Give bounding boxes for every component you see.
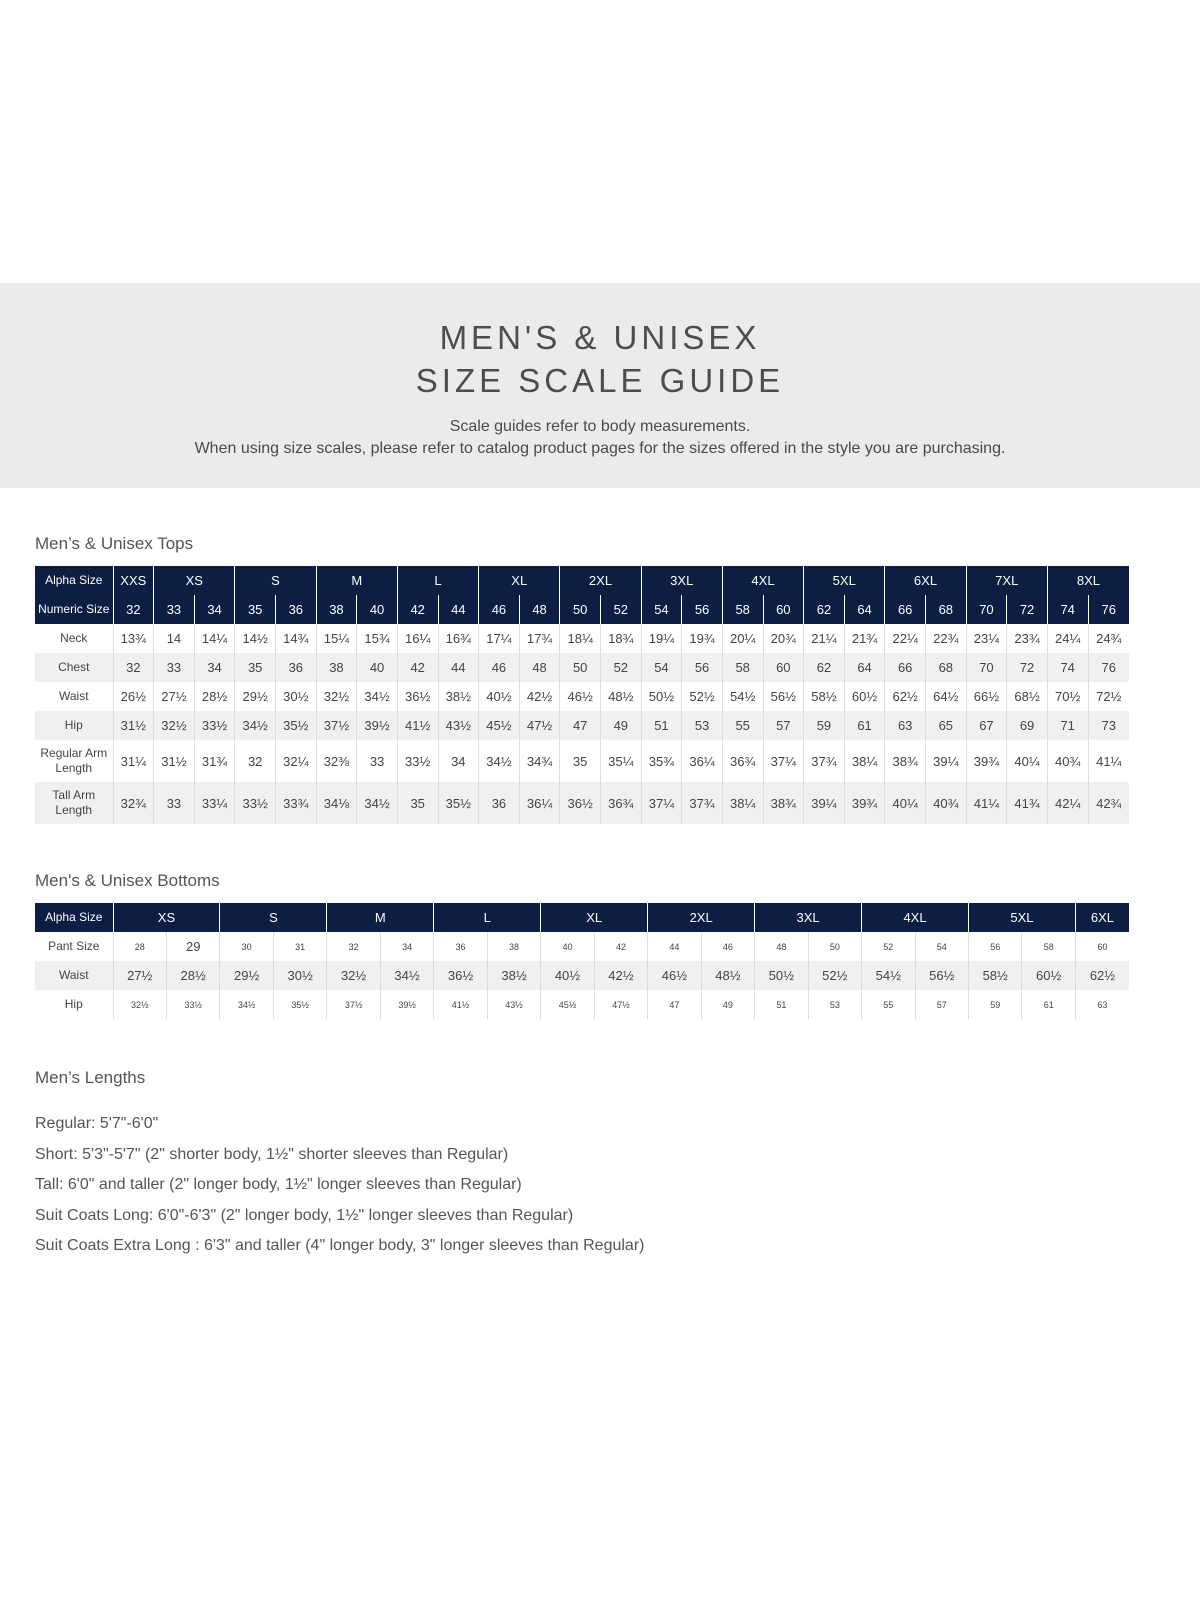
table-cell: 34 (194, 653, 235, 682)
table-cell: 14¼ (194, 624, 235, 653)
table-cell: 36½ (397, 682, 438, 711)
numeric-size-cell: 60 (763, 595, 804, 624)
table-cell: 23¼ (966, 624, 1007, 653)
numeric-size-cell: 35 (235, 595, 276, 624)
length-item: Tall: 6'0" and taller (2" longer body, 1½" longer sleeves than Regular) (35, 1176, 522, 1193)
alpha-size-header: XS (113, 903, 220, 932)
table-cell: 47½ (594, 990, 647, 1019)
alpha-size-header: 7XL (966, 566, 1047, 595)
numeric-size-cell: 36 (276, 595, 317, 624)
numeric-size-cell: 48 (519, 595, 560, 624)
alpha-size-header: XL (479, 566, 560, 595)
alpha-size-header: L (397, 566, 478, 595)
table-cell: 46½ (560, 682, 601, 711)
numeric-size-cell: 74 (1047, 595, 1088, 624)
table-cell: 54 (915, 932, 968, 961)
table-cell: 57 (763, 711, 804, 740)
table-cell: 29½ (220, 961, 273, 990)
table-cell: 55 (722, 711, 763, 740)
table-cell: 72 (1007, 653, 1048, 682)
row-label: Pant Size (48, 939, 100, 953)
table-cell: 37¼ (641, 782, 682, 824)
table-cell: 52½ (682, 682, 723, 711)
table-cell: 60½ (844, 682, 885, 711)
table-cell: 44 (648, 932, 701, 961)
table-cell: 53 (682, 711, 723, 740)
table-cell: 34 (438, 740, 479, 782)
table-cell: 17¼ (479, 624, 520, 653)
length-item: Regular: 5'7"-6'0" (35, 1115, 159, 1132)
table-cell: 42¼ (1047, 782, 1088, 824)
length-item: Short: 5'3"-5'7" (2" shorter body, 1½" shorter sleeves than Regular) (35, 1145, 509, 1163)
table-cell: 70½ (1047, 682, 1088, 711)
alpha-size-header: 6XL (885, 566, 966, 595)
table-cell: 31½ (113, 711, 154, 740)
table-cell: 61 (844, 711, 885, 740)
table-row (35, 990, 1129, 1019)
table-cell: 63 (885, 711, 926, 740)
table-cell: 53 (808, 990, 861, 1019)
tops-size-table (35, 566, 1129, 824)
table-cell: 24¾ (1088, 624, 1129, 653)
table-cell: 54 (641, 653, 682, 682)
numeric-size-cell: 58 (722, 595, 763, 624)
table-cell: 32½ (154, 711, 195, 740)
table-cell: 39¾ (966, 740, 1007, 782)
table-cell: 33½ (397, 740, 438, 782)
table-cell: 31¾ (194, 740, 235, 782)
table-cell: 40¼ (885, 782, 926, 824)
table-cell: 46½ (648, 961, 701, 990)
table-cell: 34¾ (519, 740, 560, 782)
numeric-size-label: Numeric Size (35, 595, 113, 624)
table-cell: 48½ (601, 682, 642, 711)
table-cell: 27½ (113, 961, 166, 990)
numeric-size-cell: 46 (479, 595, 520, 624)
table-cell: 38½ (438, 682, 479, 711)
table-cell: 48½ (701, 961, 754, 990)
title-line-2: SIZE SCALE GUIDE (415, 362, 785, 399)
lengths-list (35, 1109, 644, 1262)
table-cell: 18¾ (601, 624, 642, 653)
title-line-1: MEN'S & UNISEX (439, 319, 761, 356)
numeric-size-cell: 70 (966, 595, 1007, 624)
table-cell: 76 (1088, 653, 1129, 682)
table-cell: 42¾ (1088, 782, 1129, 824)
row-label: Neck (60, 631, 88, 645)
table-cell: 56 (969, 932, 1022, 961)
table-cell: 37¾ (682, 782, 723, 824)
alpha-size-label: Alpha Size (35, 566, 113, 595)
table-cell: 14½ (235, 624, 276, 653)
table-cell: 38 (316, 653, 357, 682)
table-cell: 15¾ (357, 624, 398, 653)
table-cell: 26½ (113, 682, 154, 711)
alpha-size-header: XXS (113, 566, 154, 595)
table-cell: 45½ (479, 711, 520, 740)
table-cell: 28 (113, 932, 166, 961)
table-cell: 35¾ (641, 740, 682, 782)
table-cell: 32 (113, 653, 154, 682)
alpha-size-header: L (434, 903, 541, 932)
table-cell: 36¼ (682, 740, 723, 782)
table-row (35, 961, 1129, 990)
table-cell: 36¼ (519, 782, 560, 824)
numeric-size-cell: 50 (560, 595, 601, 624)
table-cell: 50 (560, 653, 601, 682)
table-cell: 19¼ (641, 624, 682, 653)
table-cell: 29 (166, 932, 219, 961)
table-cell: 41¼ (966, 782, 1007, 824)
table-cell: 62½ (1075, 961, 1129, 990)
alpha-size-header: XL (541, 903, 648, 932)
table-cell: 15¼ (316, 624, 357, 653)
numeric-size-cell: 34 (194, 595, 235, 624)
table-cell: 35 (235, 653, 276, 682)
table-cell: 14¾ (276, 624, 317, 653)
table-cell: 35 (560, 740, 601, 782)
table-row (35, 740, 1129, 782)
table-cell: 58½ (804, 682, 845, 711)
table-cell: 28½ (166, 961, 219, 990)
table-cell: 59 (969, 990, 1022, 1019)
table-cell: 68 (926, 653, 967, 682)
table-cell: 56½ (915, 961, 968, 990)
table-cell: 52 (862, 932, 915, 961)
table-cell: 42 (594, 932, 647, 961)
table-row (35, 653, 1129, 682)
table-cell: 64 (844, 653, 885, 682)
table-cell: 34½ (357, 782, 398, 824)
table-cell: 73 (1088, 711, 1129, 740)
table-cell: 51 (641, 711, 682, 740)
table-cell: 39¼ (804, 782, 845, 824)
table-cell: 38 (487, 932, 540, 961)
table-cell: 30 (220, 932, 273, 961)
row-label: Waist (35, 961, 113, 990)
table-cell: 43½ (487, 990, 540, 1019)
table-cell: 31¼ (113, 740, 154, 782)
table-cell: 32½ (113, 990, 166, 1019)
table-cell: 32½ (316, 682, 357, 711)
table-cell: 32 (327, 932, 380, 961)
alpha-size-header: S (220, 903, 327, 932)
table-cell: 36¾ (722, 740, 763, 782)
table-cell: 40½ (541, 961, 594, 990)
bottoms-section-title: Men's & Unisex Bottoms (35, 871, 220, 890)
table-cell: 50 (808, 932, 861, 961)
page-title (0, 316, 1200, 402)
table-cell: 40½ (479, 682, 520, 711)
table-cell: 35½ (438, 782, 479, 824)
table-cell: 52½ (808, 961, 861, 990)
table-cell: 41¾ (1007, 782, 1048, 824)
tops-section-title: Men’s & Unisex Tops (35, 534, 194, 553)
table-cell: 35¼ (601, 740, 642, 782)
table-cell: 37¾ (804, 740, 845, 782)
row-label: Hip (64, 997, 83, 1011)
alpha-size-header: 2XL (648, 903, 755, 932)
table-cell: 66½ (966, 682, 1007, 711)
table-cell: 54½ (862, 961, 915, 990)
row-label: Hip (35, 711, 113, 740)
table-cell: 46 (701, 932, 754, 961)
table-cell: 34 (380, 932, 433, 961)
table-cell: 74 (1047, 653, 1088, 682)
length-item: Suit Coats Extra Long : 6'3" and taller (4" longer body, 3" longer sleeves than Regular) (35, 1237, 645, 1254)
table-cell: 23¾ (1007, 624, 1048, 653)
table-cell: 38¼ (722, 782, 763, 824)
table-cell: 47½ (519, 711, 560, 740)
table-cell: 21¾ (844, 624, 885, 653)
table-cell: 14 (154, 624, 195, 653)
table-cell: 52 (601, 653, 642, 682)
table-cell: 38½ (487, 961, 540, 990)
table-cell: 40 (541, 932, 594, 961)
table-cell: 40¾ (1047, 740, 1088, 782)
table-cell: 72½ (1088, 682, 1129, 711)
numeric-size-cell: 44 (438, 595, 479, 624)
table-cell: 20¾ (763, 624, 804, 653)
table-cell: 60 (1075, 932, 1129, 961)
alpha-size-header: S (235, 566, 316, 595)
table-cell: 37½ (316, 711, 357, 740)
table-cell: 39½ (380, 990, 433, 1019)
table-cell: 40¾ (926, 782, 967, 824)
table-cell: 41½ (397, 711, 438, 740)
table-cell: 56 (682, 653, 723, 682)
table-cell: 49 (601, 711, 642, 740)
table-cell: 38¾ (885, 740, 926, 782)
table-cell: 65 (926, 711, 967, 740)
table-cell: 62½ (885, 682, 926, 711)
numeric-size-cell: 40 (357, 595, 398, 624)
table-cell: 60½ (1022, 961, 1075, 990)
alpha-size-header: 4XL (862, 903, 969, 932)
length-item: Suit Coats Long: 6'0"-6'3" (2" longer body, 1½" longer sleeves than Regular) (35, 1206, 574, 1224)
table-cell: 33½ (166, 990, 219, 1019)
table-cell: 58 (1022, 932, 1075, 961)
table-cell: 35½ (273, 990, 326, 1019)
table-cell: 33 (357, 740, 398, 782)
table-cell: 71 (1047, 711, 1088, 740)
table-cell: 42 (397, 653, 438, 682)
alpha-size-header: XS (154, 566, 235, 595)
table-cell: 39¾ (844, 782, 885, 824)
alpha-size-header: 4XL (722, 566, 803, 595)
lengths-section-title: Men’s Lengths (35, 1068, 146, 1087)
table-cell: 59 (804, 711, 845, 740)
alpha-size-header: 3XL (641, 566, 722, 595)
table-cell: 21¼ (804, 624, 845, 653)
table-cell: 39¼ (926, 740, 967, 782)
table-cell: 58½ (969, 961, 1022, 990)
alpha-size-label: Alpha Size (35, 903, 113, 932)
table-cell: 39½ (357, 711, 398, 740)
numeric-size-cell: 32 (113, 595, 154, 624)
table-cell: 35 (397, 782, 438, 824)
table-cell: 13¾ (113, 624, 154, 653)
table-cell: 22¾ (926, 624, 967, 653)
numeric-size-cell: 64 (844, 595, 885, 624)
table-row (35, 932, 1129, 961)
table-cell: 34⅛ (316, 782, 357, 824)
table-cell: 32½ (327, 961, 380, 990)
table-cell: 36 (479, 782, 520, 824)
table-cell: 16¼ (397, 624, 438, 653)
table-cell: 42½ (519, 682, 560, 711)
table-cell: 60 (763, 653, 804, 682)
table-cell: 33 (154, 653, 195, 682)
table-cell: 69 (1007, 711, 1048, 740)
table-cell: 55 (862, 990, 915, 1019)
table-cell: 67 (966, 711, 1007, 740)
alpha-size-header: M (327, 903, 434, 932)
table-row (35, 711, 1129, 740)
table-cell: 34½ (235, 711, 276, 740)
table-cell: 68½ (1007, 682, 1048, 711)
numeric-size-cell: 54 (641, 595, 682, 624)
table-cell: 38¾ (763, 782, 804, 824)
table-cell: 27½ (154, 682, 195, 711)
subtitle-line-1: Scale guides refer to body measurements. (449, 418, 751, 435)
numeric-size-cell: 38 (316, 595, 357, 624)
table-cell: 46 (479, 653, 520, 682)
header-banner (0, 283, 1200, 488)
table-cell: 33½ (194, 711, 235, 740)
table-cell: 36½ (434, 961, 487, 990)
table-cell: 37¼ (763, 740, 804, 782)
table-cell: 30½ (273, 961, 326, 990)
numeric-size-cell: 62 (804, 595, 845, 624)
table-cell: 33¾ (276, 782, 317, 824)
table-cell: 33½ (235, 782, 276, 824)
alpha-size-row (35, 566, 1129, 595)
table-cell: 50½ (755, 961, 808, 990)
table-cell: 51 (755, 990, 808, 1019)
table-cell: 28½ (194, 682, 235, 711)
table-cell: 38¼ (844, 740, 885, 782)
table-cell: 34½ (357, 682, 398, 711)
table-cell: 62 (804, 653, 845, 682)
row-label: Tall Arm Length (35, 782, 113, 824)
table-cell: 32¼ (276, 740, 317, 782)
alpha-size-row (35, 903, 1129, 932)
table-cell: 29½ (235, 682, 276, 711)
table-cell: 61 (1022, 990, 1075, 1019)
table-cell: 36¾ (601, 782, 642, 824)
row-label: Chest (35, 653, 113, 682)
numeric-size-cell: 56 (682, 595, 723, 624)
row-label: Regular Arm Length (40, 746, 108, 775)
table-row (35, 624, 1129, 653)
table-cell: 44 (438, 653, 479, 682)
table-cell: 33¼ (194, 782, 235, 824)
table-cell: 17¾ (519, 624, 560, 653)
table-cell: 24¼ (1047, 624, 1088, 653)
table-cell: 66 (885, 653, 926, 682)
numeric-size-row (35, 595, 1129, 624)
table-row (35, 682, 1129, 711)
table-cell: 33 (154, 782, 195, 824)
table-cell: 48 (755, 932, 808, 961)
table-cell: 64½ (926, 682, 967, 711)
table-cell: 41½ (434, 990, 487, 1019)
table-cell: 57 (915, 990, 968, 1019)
table-cell: 49 (701, 990, 754, 1019)
table-cell: 45½ (541, 990, 594, 1019)
table-cell: 36 (434, 932, 487, 961)
table-cell: 36½ (560, 782, 601, 824)
table-cell: 32 (235, 740, 276, 782)
table-cell: 70 (966, 653, 1007, 682)
table-cell: 32⅜ (316, 740, 357, 782)
alpha-size-header: M (316, 566, 397, 595)
numeric-size-cell: 68 (926, 595, 967, 624)
alpha-size-header: 5XL (804, 566, 885, 595)
table-cell: 41¼ (1088, 740, 1129, 782)
table-cell: 34½ (220, 990, 273, 1019)
table-cell: 32¾ (113, 782, 154, 824)
table-cell: 37½ (327, 990, 380, 1019)
table-cell: 18¼ (560, 624, 601, 653)
table-cell: 43½ (438, 711, 479, 740)
table-cell: 40¼ (1007, 740, 1048, 782)
numeric-size-cell: 66 (885, 595, 926, 624)
table-row (35, 782, 1129, 824)
alpha-size-header: 2XL (560, 566, 641, 595)
numeric-size-cell: 72 (1007, 595, 1048, 624)
table-cell: 34½ (380, 961, 433, 990)
table-cell: 47 (648, 990, 701, 1019)
table-cell: 50½ (641, 682, 682, 711)
table-cell: 19¾ (682, 624, 723, 653)
alpha-size-header: 6XL (1075, 903, 1129, 932)
bottoms-size-table (35, 903, 1129, 1019)
table-cell: 35½ (276, 711, 317, 740)
alpha-size-header: 3XL (755, 903, 862, 932)
row-label: Waist (58, 689, 89, 703)
table-cell: 54½ (722, 682, 763, 711)
table-cell: 42½ (594, 961, 647, 990)
numeric-size-cell: 42 (397, 595, 438, 624)
numeric-size-cell: 33 (154, 595, 195, 624)
table-cell: 22¼ (885, 624, 926, 653)
subtitle-line-2: When using size scales, please refer to catalog product pages for the sizes offered in the style you are purchasing. (194, 440, 1006, 457)
table-cell: 16¾ (438, 624, 479, 653)
table-cell: 30½ (276, 682, 317, 711)
table-cell: 34½ (479, 740, 520, 782)
table-cell: 31 (273, 932, 326, 961)
table-cell: 56½ (763, 682, 804, 711)
page-subtitle (0, 416, 1200, 460)
alpha-size-header: 8XL (1047, 566, 1129, 595)
table-cell: 36 (276, 653, 317, 682)
table-cell: 20¼ (722, 624, 763, 653)
numeric-size-cell: 76 (1088, 595, 1129, 624)
numeric-size-cell: 52 (601, 595, 642, 624)
table-cell: 63 (1075, 990, 1129, 1019)
table-cell: 48 (519, 653, 560, 682)
table-cell: 31½ (154, 740, 195, 782)
table-cell: 58 (722, 653, 763, 682)
table-cell: 40 (357, 653, 398, 682)
table-cell: 47 (560, 711, 601, 740)
alpha-size-header: 5XL (969, 903, 1076, 932)
